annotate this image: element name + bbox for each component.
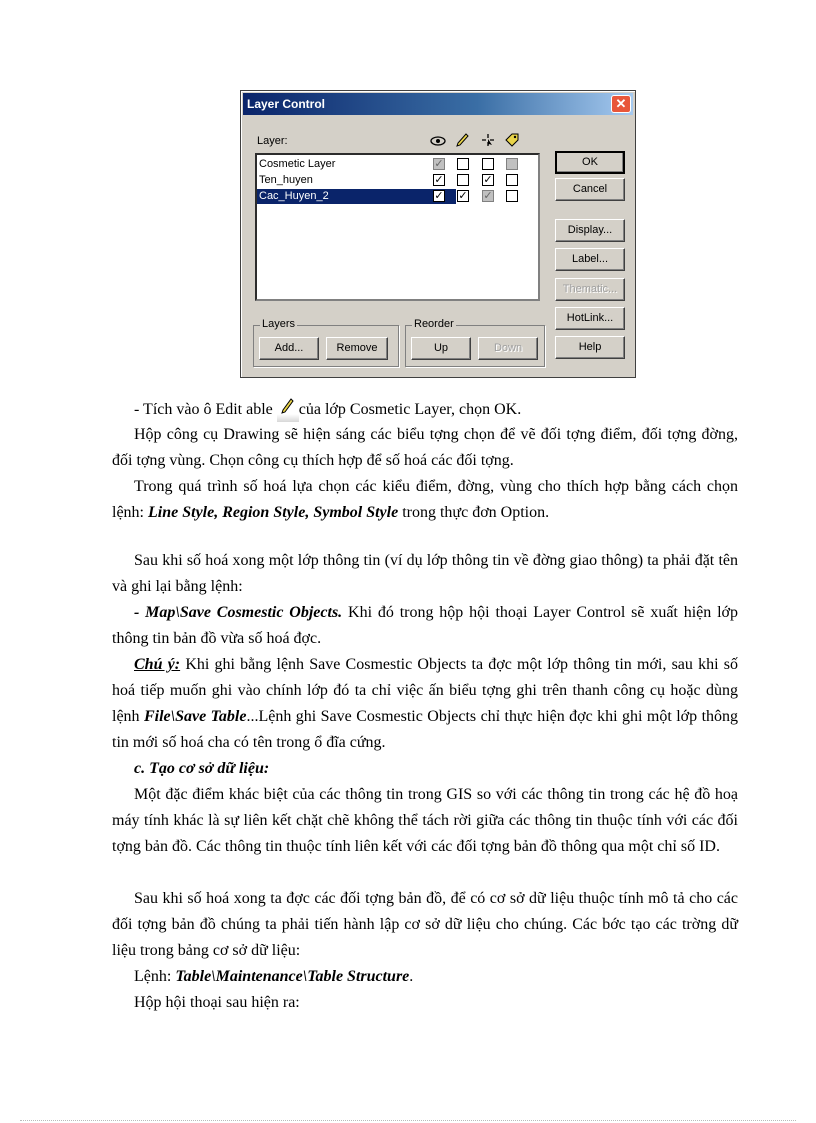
editable-checkbox[interactable]: ✓: [458, 190, 468, 202]
text-span: Khi đó trong hộp hội thoại Layer Control sẽ xuất hiện lớp thông tin bản đồ vừa số hoá đợc.: [112, 604, 739, 647]
dialog-title: Layer Control: [247, 97, 326, 111]
visible-checkbox[interactable]: ✓: [434, 174, 444, 186]
paragraph-dialog-appears: Hộp hội thoại sau hiện ra:: [134, 994, 300, 1011]
dialog-titlebar[interactable]: [243, 93, 633, 115]
paragraph-styles: [112, 474, 738, 526]
display-button[interactable]: Display...: [555, 219, 625, 242]
paragraph-gis: Một đặc điểm khác biệt của các thông tin trong GIS so với các thông tin trong các hệ đồ hoạ máy tính khác là sự liên kết chặt chẽ không thể tách rời giữa các thông tin thuộc tính với các đối tợng bản đồ. Các thông tin thuộc tính liên kết với các đối tợng bản đồ thông qua một chỉ số ID.: [112, 786, 738, 855]
text-span: .: [409, 968, 414, 985]
tag-icon: [504, 133, 520, 147]
close-icon[interactable]: ✕: [611, 95, 631, 113]
text-span: Khi ghi bằng lệnh Save Cosmestic Objects ta đợc một lớp thông tin mới, sau khi số hoá tiếp muốn ghi vào chính lớp đó ta chỉ việc ấn biểu tợng ghi trên thanh công cụ hoặc dùng lệnh: [112, 656, 738, 725]
layers-group-label: Layers: [262, 318, 296, 330]
text-span: của lớp Cosmetic Layer, chọn OK.: [298, 401, 522, 418]
paragraph-map-save: [112, 600, 738, 652]
autolabel-checkbox[interactable]: [506, 158, 518, 170]
visible-checkbox[interactable]: ✓: [434, 158, 444, 170]
editable-checkbox[interactable]: [457, 158, 469, 170]
help-button[interactable]: Help: [555, 336, 625, 359]
text-span: ...Lệnh ghi Save Cosmestic Objects chỉ thực hiện đợc khi ghi một lớp thông tin mới số hoá cha có tên trong ổ đĩa cứng.: [112, 708, 739, 751]
layer-label: Layer:: [257, 135, 288, 147]
layer-list[interactable]: [255, 153, 540, 301]
selectable-checkbox[interactable]: ✓: [483, 190, 493, 202]
cancel-button[interactable]: Cancel: [555, 178, 625, 201]
layer-row-ten-huyen[interactable]: Ten_huyen: [259, 174, 313, 186]
eye-icon: [430, 133, 446, 147]
command-text: - Map\Save Cosmestic Objects.: [134, 604, 343, 621]
remove-layer-button[interactable]: Remove: [326, 337, 388, 360]
command-text: File\Save Table: [143, 708, 247, 725]
move-down-button[interactable]: Down: [478, 337, 538, 360]
section-heading: [112, 756, 738, 782]
layer-control-dialog: [240, 90, 636, 378]
autolabel-checkbox[interactable]: [506, 174, 518, 186]
label-button[interactable]: Label...: [555, 248, 625, 271]
autolabel-checkbox[interactable]: [506, 190, 518, 202]
paragraph-edit-able: [134, 396, 738, 423]
layer-row-cac-huyen[interactable]: Cac_Huyen_2: [257, 189, 456, 204]
cursor-icon: [480, 133, 496, 147]
paragraph-command: [112, 964, 738, 990]
pencil-icon: [455, 133, 471, 147]
text-span: Lệnh:: [134, 968, 176, 985]
ok-button[interactable]: OK: [555, 151, 625, 174]
note-label: Chú ý:: [134, 656, 181, 673]
text-span: Trong quá trình số hoá lựa chọn các kiểu điểm, đờng, vùng cho thích hợp bằng cách chọn lệnh:: [112, 478, 738, 521]
command-text: Table\Maintenance\Table Structure: [175, 968, 410, 985]
selectable-checkbox[interactable]: ✓: [483, 174, 493, 186]
paragraph-database: Sau khi số hoá xong ta đợc các đối tợng bản đồ, để có cơ sở dữ liệu thuộc tính mô tả cho các đối tợng bản đồ chúng ta phải tiến hành lập cơ sở dữ liệu cho chúng. Các bớc tạo các trờng dữ liệu trong bảng cơ sở dữ liệu:: [112, 890, 738, 959]
hotlink-button[interactable]: HotLink...: [555, 307, 625, 330]
section-title: c. Tạo cơ sở dữ liệu:: [134, 760, 270, 777]
add-layer-button[interactable]: Add...: [259, 337, 319, 360]
visible-checkbox[interactable]: ✓: [434, 190, 444, 202]
page-bottom-divider: [20, 1120, 796, 1121]
reorder-group-label: Reorder: [414, 318, 454, 330]
paragraph-save: Sau khi số hoá xong một lớp thông tin (ví dụ lớp thông tin về đờng giao thông) ta phải đặt tên và ghi lại bằng lệnh:: [112, 552, 738, 595]
text-span: - Tích vào ô Edit able: [134, 401, 277, 418]
paragraph-drawing: Hộp công cụ Drawing sẽ hiện sáng các biểu tợng chọn để vẽ đối tợng điểm, đối tợng đờng, đối tợng vùng. Chọn công cụ thích hợp để số hoá các đối tợng.: [112, 426, 738, 469]
command-text: Line Style, Region Style, Symbol Style: [148, 504, 399, 521]
selectable-checkbox[interactable]: [482, 158, 494, 170]
pencil-icon: [277, 396, 299, 422]
layer-row-cosmetic[interactable]: Cosmetic Layer: [259, 158, 336, 170]
paragraph-note: [112, 652, 738, 756]
thematic-button[interactable]: Thematic...: [555, 278, 625, 301]
text-span: trong thực đơn Option.: [398, 504, 550, 521]
move-up-button[interactable]: Up: [411, 337, 471, 360]
editable-checkbox[interactable]: [457, 174, 469, 186]
